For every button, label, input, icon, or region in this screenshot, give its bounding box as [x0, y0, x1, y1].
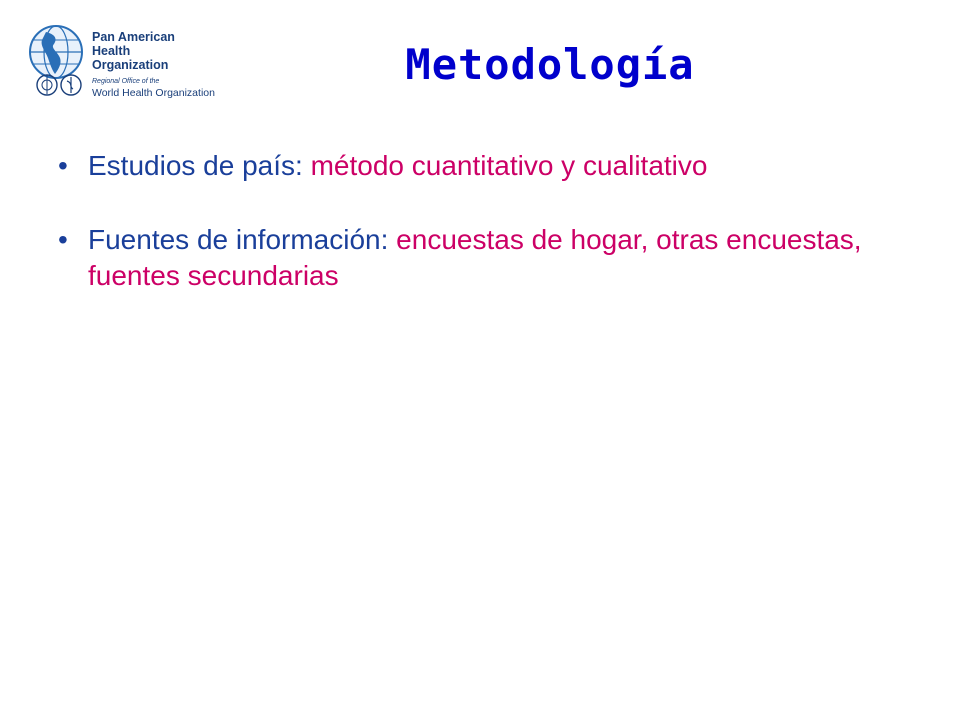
logo-org-line: Organization [92, 58, 169, 72]
bullet-item [58, 148, 918, 184]
bullet-item [58, 222, 918, 294]
logo-org-line: Health [92, 44, 131, 58]
bullet-lead-text: Fuentes de información: [88, 224, 397, 255]
bullet-rest-text: encuestas de hogar, otras encuestas, fuentes secundarias [88, 224, 862, 291]
slide-title: Metodología [405, 40, 695, 89]
bullet-marker: • [58, 224, 68, 255]
bullet-rest-text: método cuantitativo y cualitativo [310, 150, 708, 181]
bullet-lead-text: Estudios de país: [88, 150, 311, 181]
logo-who-text: World Health Organization [92, 87, 215, 99]
bullet-marker: • [58, 150, 68, 181]
logo-org-line: Pan American [92, 30, 175, 44]
bullet-list [58, 148, 918, 332]
logo-regional-text: Regional Office of the [92, 78, 160, 85]
